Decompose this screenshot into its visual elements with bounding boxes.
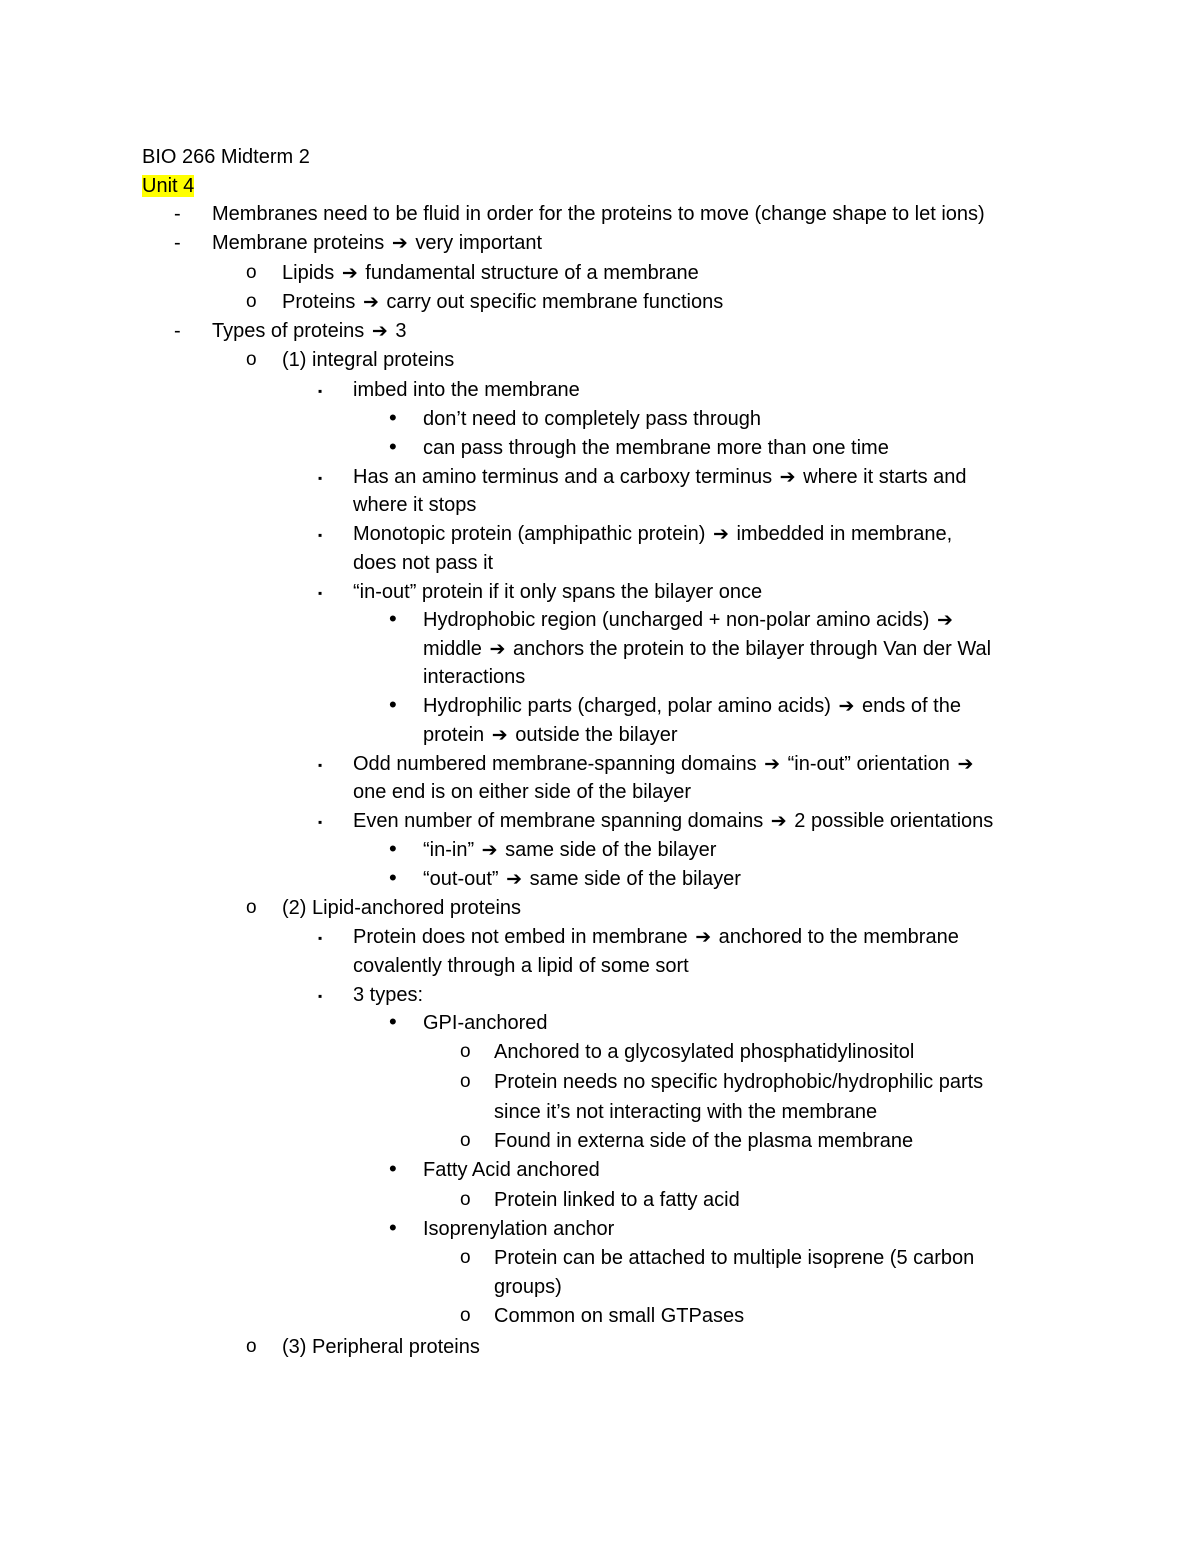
outline-line: Hydrophilic parts (charged, polar amino acids) ➔ ends of the	[423, 695, 961, 717]
outline-line: Anchored to a glycosylated phosphatidylinositol	[494, 1041, 915, 1063]
outline-line: Protein needs no specific hydrophobic/hydrophilic parts	[494, 1071, 984, 1093]
circle-bullet-icon: o	[460, 1305, 471, 1326]
outline-line: (1) integral proteins	[282, 349, 455, 371]
outline-line: Protein does not embed in membrane ➔ anchored to the membrane	[353, 926, 959, 948]
square-bullet-icon: ▪	[318, 384, 323, 398]
right-arrow-icon: ➔	[936, 609, 953, 631]
outline-line: does not pass it	[353, 552, 494, 574]
outline-line: one end is on either side of the bilayer	[353, 781, 691, 803]
outline-line: “out-out” ➔ same side of the bilayer	[423, 868, 741, 890]
right-arrow-icon: ➔	[838, 695, 855, 717]
outline-line: Odd numbered membrane-spanning domains ➔ “in-out” orientation ➔	[353, 753, 974, 775]
outline-line: “in-out” protein if it only spans the bilayer once	[353, 581, 763, 603]
dot-bullet-icon: •	[389, 606, 397, 631]
square-bullet-icon: ▪	[318, 528, 323, 542]
circle-bullet-icon: o	[460, 1041, 471, 1062]
outline-line: Found in externa side of the plasma membrane	[494, 1130, 914, 1152]
outline-line: Protein linked to a fatty acid	[494, 1189, 740, 1211]
circle-bullet-icon: o	[460, 1130, 471, 1151]
dot-bullet-icon: •	[389, 405, 397, 430]
outline-line: (2) Lipid-anchored proteins	[282, 897, 522, 919]
right-arrow-icon: ➔	[506, 868, 523, 890]
outline-line: Common on small GTPases	[494, 1305, 745, 1327]
outline-line: Proteins ➔ carry out specific membrane functions	[282, 291, 724, 313]
circle-bullet-icon: o	[246, 291, 257, 312]
right-arrow-icon: ➔	[362, 291, 379, 313]
circle-bullet-icon: o	[246, 1336, 257, 1357]
outline-line: “in-in” ➔ same side of the bilayer	[423, 839, 717, 861]
right-arrow-icon: ➔	[712, 523, 729, 545]
right-arrow-icon: ➔	[779, 466, 796, 488]
dot-bullet-icon: •	[389, 865, 397, 890]
unit-heading-highlight: Unit 4	[142, 175, 195, 197]
outline-line: since it’s not interacting with the membrane	[494, 1101, 878, 1123]
outline-line: where it stops	[353, 494, 477, 516]
right-arrow-icon: ➔	[695, 926, 712, 948]
document-title: BIO 266 Midterm 2	[142, 146, 310, 168]
outline-line: Isoprenylation anchor	[423, 1218, 615, 1240]
right-arrow-icon: ➔	[371, 320, 388, 342]
circle-bullet-icon: o	[246, 349, 257, 370]
outline-line: Even number of membrane spanning domains ➔ 2 possible orientations	[353, 810, 994, 832]
outline-line: can pass through the membrane more than one time	[423, 437, 889, 459]
right-arrow-icon: ➔	[770, 810, 787, 832]
right-arrow-icon: ➔	[764, 753, 781, 775]
outline-line: Membrane proteins ➔ very important	[212, 232, 543, 254]
outline-line: middle ➔ anchors the protein to the bilayer through Van der Wal	[423, 638, 992, 660]
outline-line: 3 types:	[353, 984, 424, 1006]
square-bullet-icon: ▪	[318, 989, 323, 1003]
dot-bullet-icon: •	[389, 1009, 397, 1034]
outline-line: don’t need to completely pass through	[423, 408, 761, 430]
outline-line: Hydrophobic region (uncharged + non-polar amino acids) ➔	[423, 609, 953, 631]
right-arrow-icon: ➔	[489, 638, 506, 660]
outline-line: Membranes need to be fluid in order for the proteins to move (change shape to let ions)	[212, 203, 985, 225]
outline-line: Has an amino terminus and a carboxy terminus ➔ where it starts and	[353, 466, 967, 488]
right-arrow-icon: ➔	[391, 232, 408, 254]
square-bullet-icon: ▪	[318, 815, 323, 829]
dash-bullet-icon: -	[174, 203, 181, 225]
right-arrow-icon: ➔	[481, 839, 498, 861]
dot-bullet-icon: •	[389, 1156, 397, 1181]
outline-line: Fatty Acid anchored	[423, 1159, 600, 1181]
outline-line: groups)	[494, 1276, 562, 1298]
dot-bullet-icon: •	[389, 434, 397, 459]
dash-bullet-icon: -	[174, 320, 181, 342]
circle-bullet-icon: o	[246, 897, 257, 918]
right-arrow-icon: ➔	[957, 753, 974, 775]
outline-line: covalently through a lipid of some sort	[353, 955, 689, 977]
outline-line: GPI-anchored	[423, 1012, 548, 1034]
right-arrow-icon: ➔	[491, 724, 508, 746]
circle-bullet-icon: o	[246, 262, 257, 283]
outline-line: interactions	[423, 666, 526, 688]
dash-bullet-icon: -	[174, 232, 181, 254]
circle-bullet-icon: o	[460, 1189, 471, 1210]
outline-line: imbed into the membrane	[353, 379, 580, 401]
square-bullet-icon: ▪	[318, 758, 323, 772]
circle-bullet-icon: o	[460, 1071, 471, 1092]
outline-line: Protein can be attached to multiple isoprene (5 carbon	[494, 1247, 975, 1269]
dot-bullet-icon: •	[389, 1215, 397, 1240]
right-arrow-icon: ➔	[341, 262, 358, 284]
outline-line: Types of proteins ➔ 3	[212, 320, 407, 342]
dot-bullet-icon: •	[389, 692, 397, 717]
square-bullet-icon: ▪	[318, 586, 323, 600]
outline-line: (3) Peripheral proteins	[282, 1336, 480, 1358]
circle-bullet-icon: o	[460, 1247, 471, 1268]
dot-bullet-icon: •	[389, 836, 397, 861]
unit-heading	[142, 173, 194, 199]
outline-line: Monotopic protein (amphipathic protein) ➔ imbedded in membrane,	[353, 523, 953, 545]
square-bullet-icon: ▪	[318, 931, 323, 945]
outline-line: Lipids ➔ fundamental structure of a membrane	[282, 262, 699, 284]
square-bullet-icon: ▪	[318, 471, 323, 485]
outline-line: protein ➔ outside the bilayer	[423, 724, 678, 746]
